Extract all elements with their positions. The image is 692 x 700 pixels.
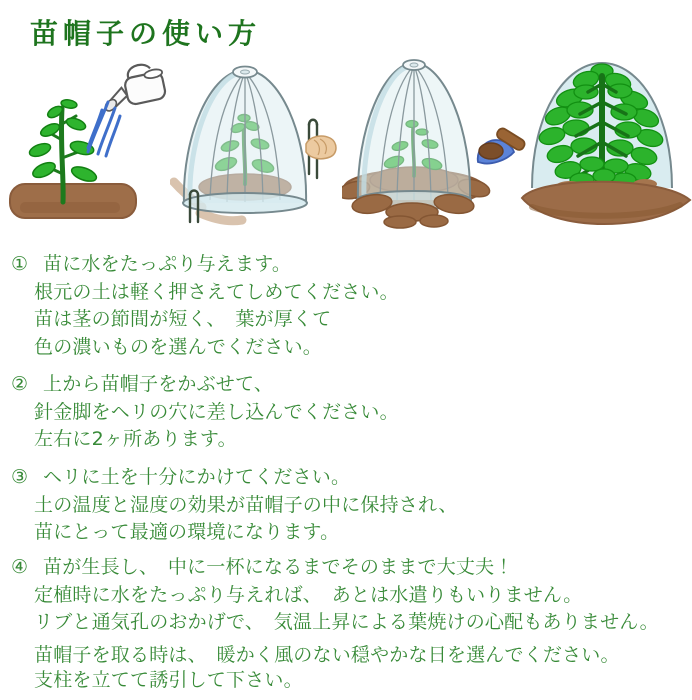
hand bbox=[306, 136, 336, 159]
step-4 bbox=[0, 554, 692, 637]
step-1-line-4: 色の濃いものを選んでください。 bbox=[34, 335, 323, 358]
dome-grown-plant-figure bbox=[520, 56, 692, 228]
soil-patch bbox=[10, 184, 136, 218]
step-2-number: ② bbox=[11, 373, 29, 395]
step-1-line-1: 苗に水をたっぷり与えます。 bbox=[43, 253, 292, 275]
dome-pin-insert-figure bbox=[170, 62, 342, 230]
step-1-line-2: 根元の土は軽く押さえてしめてください。 bbox=[34, 280, 399, 303]
step-3-line-3: 苗にとって最適の環境になります。 bbox=[34, 521, 340, 543]
step-3-number: ③ bbox=[11, 466, 29, 488]
dome-add-soil-figure bbox=[342, 58, 530, 233]
footer-line-2: 支柱を立てて誘引して下さい。 bbox=[34, 669, 303, 691]
step-1-text bbox=[34, 251, 692, 361]
step-1 bbox=[0, 251, 692, 361]
illustration-row bbox=[0, 56, 692, 252]
step-3-line-2: 土の温度と湿度の効果が苗帽子の中に保持され、 bbox=[34, 493, 458, 516]
step-3-line-1: ヘリに土を十分にかけてください。 bbox=[43, 466, 351, 488]
step-2-text bbox=[34, 371, 692, 454]
page-title: 苗帽子の使い方 bbox=[30, 17, 262, 50]
watering-seedling-figure bbox=[6, 62, 174, 230]
step-2 bbox=[0, 371, 692, 454]
step-2-line-1: 上から苗帽子をかぶせて、 bbox=[43, 373, 274, 395]
step-4-text bbox=[34, 554, 692, 637]
step-4-line-1: 苗が生長し、 中に一杯になるまでそのままで大丈夫！ bbox=[43, 556, 514, 578]
dome-brim bbox=[183, 193, 307, 213]
step-4-line-3: リブと通気孔のおかげで、 気温上昇による葉焼けの心配もありません。 bbox=[34, 611, 659, 633]
step-3 bbox=[0, 464, 692, 547]
step-1-line-3: 苗は茎の節間が短く、 葉が厚くて bbox=[34, 308, 332, 330]
dome-cover bbox=[183, 67, 307, 214]
step-3-text bbox=[34, 464, 692, 547]
footer-line-1: 苗帽子を取る時は、 暖かく風のない穏やかな日を選んでください。 bbox=[34, 644, 620, 666]
step-2-line-3: 左右に2ヶ所あります。 bbox=[34, 428, 237, 450]
step-2-line-2: 針金脚をヘリの穴に差し込んでください。 bbox=[34, 400, 399, 423]
step-4-line-2: 定植時に水をたっぷり与えれば、 あとは水遣りもいりません。 bbox=[34, 583, 583, 606]
step-1-number: ① bbox=[11, 253, 29, 275]
footer-note bbox=[34, 643, 684, 693]
step-4-number: ④ bbox=[11, 556, 29, 578]
dome-cover bbox=[357, 60, 471, 209]
